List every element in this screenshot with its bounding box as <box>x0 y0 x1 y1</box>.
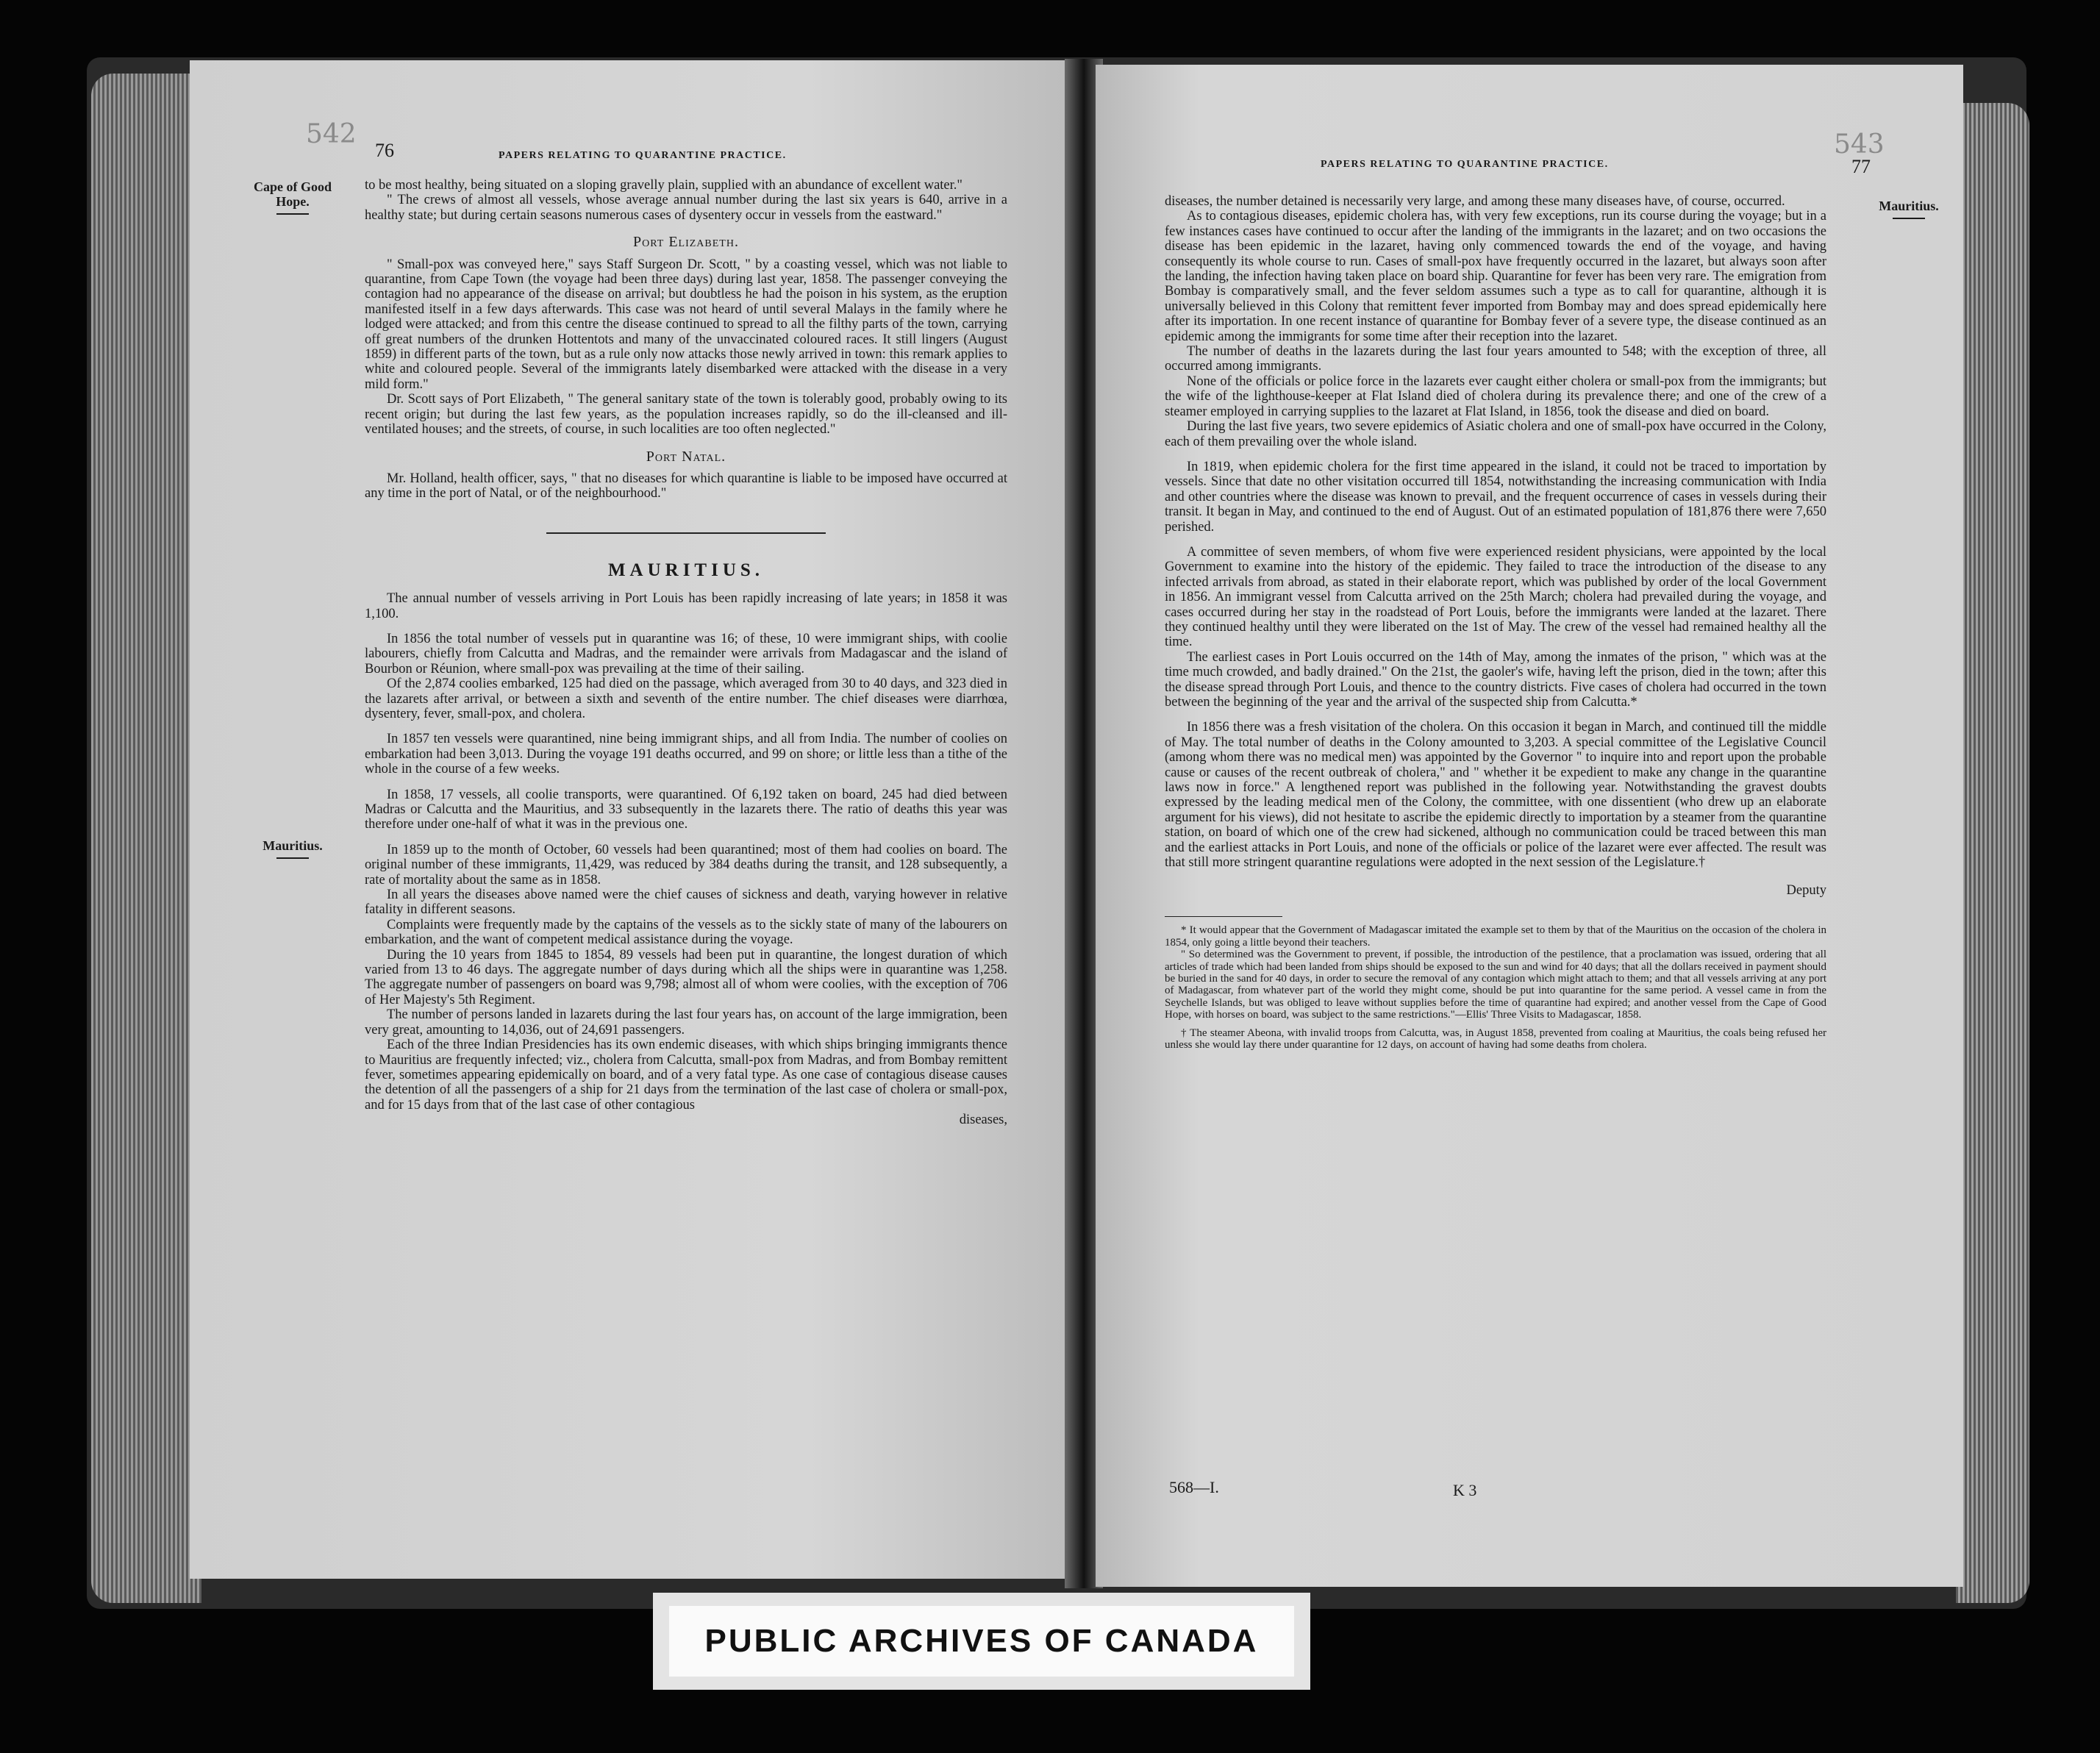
footnote-2: " So determined was the Government to prevent, if possible, the introduction of the pestilence, that a proclamation was issued, ordering that all articles of trade which had been landed from ships should be exposed to the sun and wind for 40 days; that all the dollars received in payment should be buried in the sand for 40 days, in order to secure the removal of any contagion which might attach to them; and that all vessels arriving at any port of Madagascar, from whatever part of the world they might come, should be put into quarantine for the same period. A vessel came in from the Seychelle Islands, but was obliged to leave without supplies before the time of quarantine had expired; and another vessel from the Cape of Good Hope, with horses on board, was subject to the same restrictions."—Ellis' Three Visits to Madagascar, 1858. <box>1165 949 1826 1021</box>
margin-note-mauritius-right-text: Mauritius. <box>1879 199 1939 213</box>
right-p1: As to contagious diseases, epidemic cholera has, with very few exceptions, run its course during the voyage; but in a few instances cases have continued to occur after the landing of the immigrants in the lazaret; and on two occasions the disease has been epidemic in the lazaret, having only commenced towards the end of the voyage, and having consequently its whole course to run. Cases of small-pox have frequently occurred in the lazaret, but always soon after the landing, the infection having taken place on board ship. Quarantine for fever has been very rare. The emigration from Bombay is comparatively small, and the fever seldom assumes such a type as to call for quarantine, although it is universally believed in this Colony that remittent fever imported from Bombay may and does spread epidemically here after its importation. In one recent instance of quarantine for Bombay fever of a severe type, the disease continued as an epidemic among the immigrants for some time after their reception into the lazaret. <box>1165 209 1826 344</box>
running-head-left: PAPERS RELATING TO QUARANTINE PRACTICE. <box>499 150 787 161</box>
page-number-left: 76 <box>375 140 394 161</box>
mauritius-p6: In 1859 up to the month of October, 60 vessels had been quarantined; most of them had coolies on board. The original number of these immigrants, 11,429, was reduced by 384 deaths during the transit, and 128 subsequently, a rate of mortality about the same as in 1858. <box>365 842 1007 888</box>
right-p6: A committee of seven members, of whom five were experienced resident physicians, were appointed by the local Government to examine into the history of the epidemic. They failed to trace the introduction of the disease to any infected arrivals from abroad, as stated in their elaborate report, which was published by order of the local Government in 1856. An immigrant vessel from Calcutta arrived on the 25th March; cholera had prevailed during the voyage, and cases occurred during her stay in the roadstead of Port Louis, before the immigrants were landed at the lazaret. There they continued healthy until they were liberated on the 1st of May. The crew of the vessel had remained healthy all the time. <box>1165 544 1826 650</box>
margin-note-mauritius-right <box>1865 199 1953 219</box>
catchword-right: Deputy <box>1786 883 1826 899</box>
footnote-1: * It would appear that the Government of Madagascar imitated the example set to them by that of the Mauritius on the occasion of the cholera in 1854, only going a little beyond their teachers. <box>1165 924 1826 949</box>
right-p4: During the last five years, two severe epidemics of Asiatic cholera and one of small-pox have occurred in the Colony, each of them prevailing over the whole island. <box>1165 419 1826 449</box>
footnote-3: † The steamer Abeona, with invalid troops from Calcutta, was, in August 1858, prevented from coaling at Mauritius, the coals being refused her unless she would lay there under quarantine for 12 days, on account of having had some deaths from cholera. <box>1165 1027 1826 1052</box>
mauritius-p10: The number of persons landed in lazarets during the last four years has, on account of the large immigration, been very great, amounting to 14,036, out of 24,691 passengers. <box>365 1007 1007 1038</box>
mauritius-p9: During the 10 years from 1845 to 1854, 89 vessels had been put in quarantine, the longest duration of which varied from 13 to 46 days. The aggregate number of days during which all the ships were in quarantine was 1,258. The aggregate number of passengers on board was 9,798; almost all of whom were coolies, with the exception of 706 of Her Majesty's 5th Regiment. <box>365 947 1007 1007</box>
signature-mark-right: K 3 <box>1453 1481 1477 1499</box>
mauritius-p5: In 1858, 17 vessels, all coolie transports, were quarantined. Of 6,192 taken on board, 245 had died between Madras or Calcutta and the Mauritius, and 33 subsequently in the lazarets there. The ratio of deaths this year was therefore under one-half of what it was in the previous one. <box>365 787 1007 832</box>
folio-stamp-right: 543 <box>1834 129 1885 160</box>
section-heading-mauritius: MAURITIUS. <box>607 560 765 580</box>
mauritius-p2: In 1856 the total number of vessels put in quarantine was 16; of these, 10 were immigrant ships, with coolie labourers, chiefly from Calcutta and Madras, and the remainder were arrivals from Madagascar and the island of Bourbon or Réunion, where small-pox was prevailing at the time of their sailing. <box>365 631 1007 676</box>
port-elizabeth-p1: " Small-pox was conveyed here," says Staff Surgeon Dr. Scott, " by a coasting vessel, which was not liable to quarantine, from Cape Town (the voyage had been three days) during last year, 1858. The passenger conveying the contagion had no appearance of the disease on arrival; but doubtless he had the poison in his system, as the eruption manifested itself in a few days afterwards. This case was not heard of until several Malays in the family where he lodged were attacked; and from this centre the disease continued to spread to all the filthy parts of the town, carrying off great numbers of the drunken Hottentots and many of the unvaccinated coloured races. It still lingers (August 1859) in different parts of the town, but as a rule only now attacks those newly arrived in town: this remark applies to white and coloured people. Several of the immigrants lately disembarked were attacked with the disease in a very mild form." <box>365 257 1007 392</box>
heading-port-elizabeth: Port Elizabeth. <box>633 234 739 251</box>
archive-label <box>653 1593 1310 1690</box>
mauritius-p7: In all years the diseases above named were the chief causes of sickness and death, varying however in relative fatality in different seasons. <box>365 888 1007 918</box>
running-head-right: PAPERS RELATING TO QUARANTINE PRACTICE. <box>1321 159 1609 170</box>
page-edges-left <box>91 74 201 1603</box>
heading-port-natal: Port Natal. <box>646 448 726 465</box>
right-p3: None of the officials or police force in the lazarets ever caught either cholera or small-pox from the immigrants; but the wife of the lighthouse-keeper at Flat Island died of cholera during its prevalence there; and one of the crew of a steamer employed in carrying supplies to the lazaret at Flat Island, in 1856, took the disease and died on board. <box>1165 374 1826 419</box>
right-p8: In 1856 there was a fresh visitation of the cholera. On this occasion it began in March, and continued till the middle of May. The total number of deaths in the Colony amounted to 3,203. A special committee of the Legislative Council (among whom there was no medical men) was appointed by the Governor " to inquire into and report upon the probable cause or causes of the recent outbreak of cholera," and " whether it be expedient to make any change in the quarantine laws now in force." A lengthened report was published in the following year. Notwithstanding the gravest doubts expressed by the leading medical men of the Colony, the committee, with one dissentient (who drew up an elaborate argument for his views), did not hesitate to ascribe the epidemic directly to importation by a steamer from the quarantine station, on board of which one of the crew had sickened, although no communication could be traced between this man and the earliest attacks in Port Louis, and none of the officials or police of the lazaret were ever affected. The result was that still more stringent quarantine regulations were adopted in the next session of the Legislature.† <box>1165 720 1826 871</box>
footnotes <box>1165 924 1826 1051</box>
margin-note-cape <box>249 179 337 215</box>
right-p0: diseases, the number detained is necessarily very large, and among these many diseases have, of course, occurred. <box>1165 194 1785 209</box>
margin-note-cape-text: Cape of Good Hope. <box>253 179 332 209</box>
right-p7: The earliest cases in Port Louis occurred on the 14th of May, among the inmates of the prison, " which was at the time much crowded, and badly drained." On the 21st, the gaoler's wife, having left the prison, died in the town; after this the disease spread through Port Louis, and thence to the country districts. Five cases of cholera had occurred in the town between the beginning of the year and the arrival of the suspected ship from Calcutta.* <box>1165 649 1826 710</box>
right-page <box>1096 65 1963 1587</box>
signature-mark-left: 568—I. <box>1169 1478 1219 1496</box>
mauritius-p11: Each of the three Indian Presidencies has its own endemic diseases, with which ships bringing immigrants thence to Mauritius are frequently infected; viz., cholera from Calcutta, small-pox from Madras, and from Bombay remittent fever, sometimes appearing epidemically on board, and of a very fatal type. As one case of contagious disease causes the detention of all the passengers of a ship for 21 days from the termination of the last case of cholera or small-pox, and for 15 days from that of the last case of other contagious <box>365 1038 1007 1113</box>
page-edges-right <box>1956 103 2029 1603</box>
mauritius-p1: The annual number of vessels arriving in Port Louis has been rapidly increasing of late years; in 1858 it was 1,100. <box>365 591 1007 621</box>
right-p2: The number of deaths in the lazarets during the last four years amounted to 548; with the exception of three, all occurred among immigrants. <box>1165 344 1826 374</box>
page-number-right: 77 <box>1851 156 1871 177</box>
margin-note-mauritius-text: Mauritius. <box>262 838 323 853</box>
intro-paragraph: " The crews of almost all vessels, whose average annual number during the last six years is 640, arrive in a healthy state; but during certain seasons numerous cases of dysentery occur in vessels from the eastward." <box>365 193 1007 223</box>
left-text-column <box>365 178 1007 1128</box>
left-page <box>190 60 1072 1579</box>
right-text-column <box>1165 194 1826 1051</box>
archive-label-text: PUBLIC ARCHIVES OF CANADA <box>669 1606 1294 1677</box>
mauritius-p3: Of the 2,874 coolies embarked, 125 had died on the passage, which averaged from 30 to 40 days, and 323 died in the lazarets after arrival, or between a sixth and seventh of the entire number. The chief diseases were diarrhœa, dysentery, fever, small-pox, and cholera. <box>365 676 1007 721</box>
right-p5: In 1819, when epidemic cholera for the first time appeared in the island, it could not be traced to importation by vessels. Since that date no other visitation occurred till 1854, notwithstanding the increasing communication with India and other countries where the disease was known to prevail, and the frequent occurrence of cases in vessels during their transit. It began in May, and continued to the end of August. Out of an estimated population of 181,876 there were 7,650 perished. <box>1165 459 1826 535</box>
mauritius-p8: Complaints were frequently made by the captains of the vessels as to the sickly state of many of the labourers on embarkation, and the want of competent medical assistance during the voyage. <box>365 917 1007 948</box>
catchword-left: diseases, <box>959 1113 1007 1128</box>
intro-lines: to be most healthy, being situated on a sloping gravelly plain, supplied with an abundance of excellent water." <box>365 178 963 193</box>
section-rule <box>546 532 826 534</box>
port-natal-p1: Mr. Holland, health officer, says, " that no diseases for which quarantine is liable to be imposed have occurred at any time in the port of Natal, or of the neighbourhood." <box>365 471 1007 501</box>
folio-stamp-left: 542 <box>306 119 357 149</box>
port-elizabeth-p2: Dr. Scott says of Port Elizabeth, " The general sanitary state of the town is tolerably good, probably owing to its recent origin; but during the last few years, as the population increases rapidly, so do the ill-cleansed and ill-ventilated houses; and the streets, of course, in such localities are too often neglected." <box>365 392 1007 438</box>
margin-note-mauritius-left <box>249 838 337 859</box>
footnote-rule <box>1165 916 1282 918</box>
mauritius-p4: In 1857 ten vessels were quarantined, nine being immigrant ships, and all from India. The number of coolies on embarkation had been 3,013. During the voyage 191 deaths occurred, and 99 on shore; or little less than a tithe of the whole in the course of a few weeks. <box>365 732 1007 777</box>
